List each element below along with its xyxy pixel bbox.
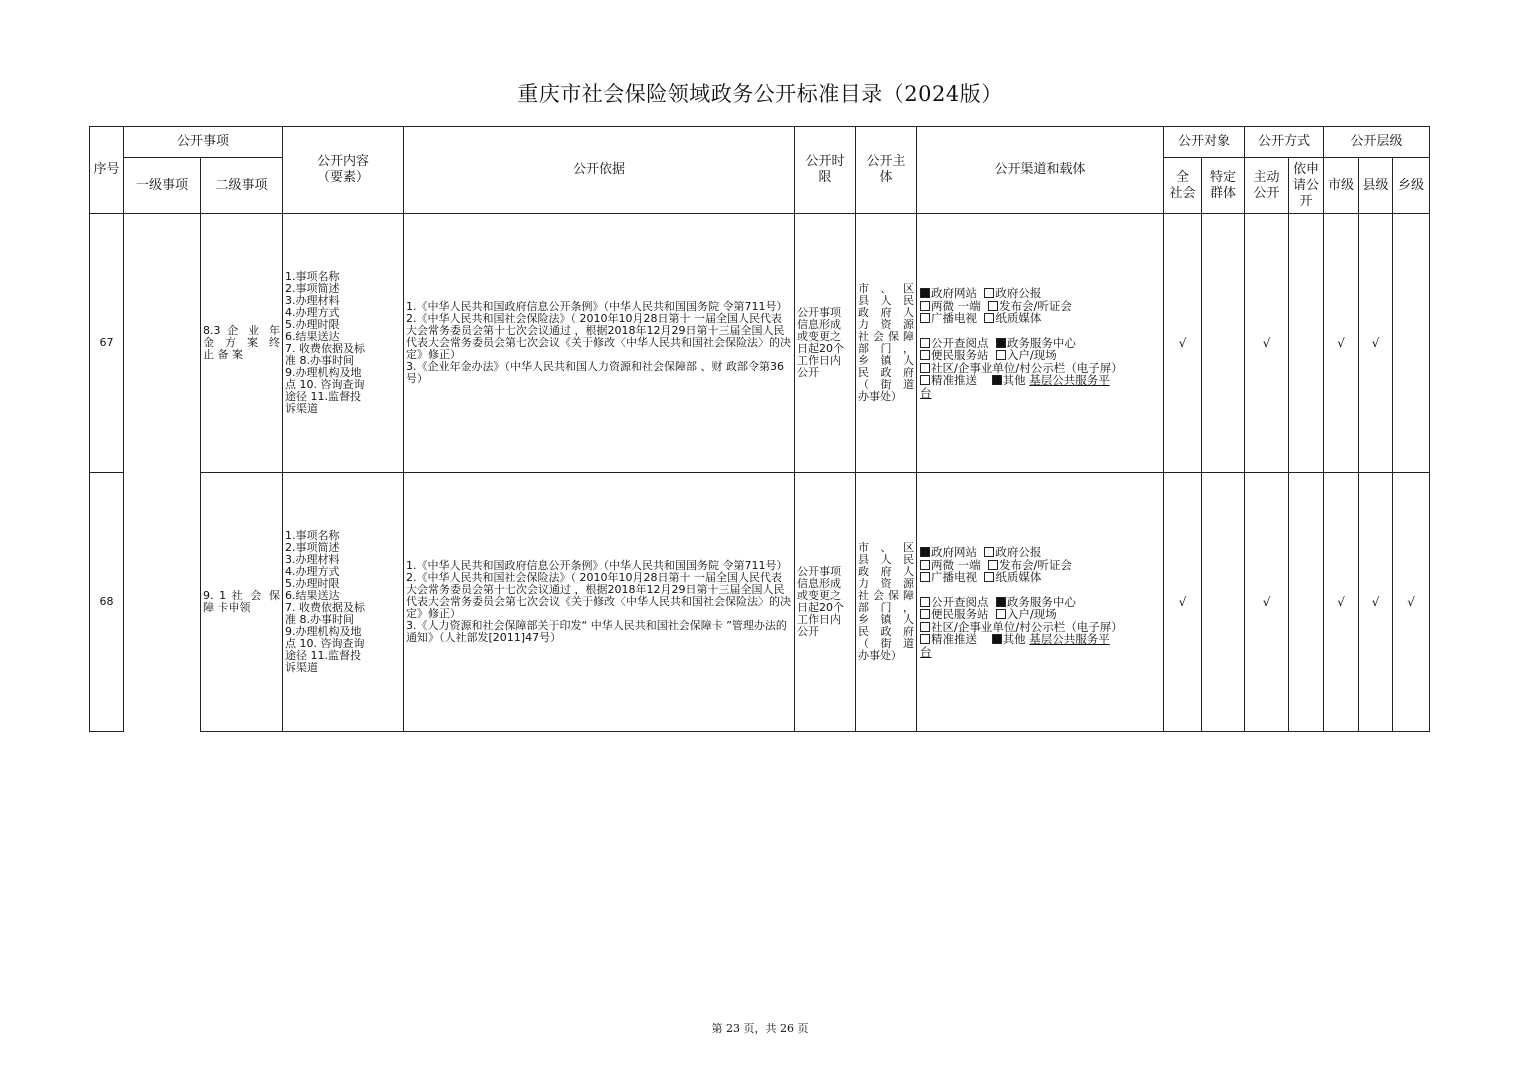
checkbox-checked-icon — [992, 634, 1002, 644]
content-item: 点 10. 咨询查询 — [285, 637, 365, 650]
basis-item: 3.《企业年金办法》（中华人民共和国人力资源和社会保障部 、财 政部令第36号） — [406, 360, 784, 385]
channel-label: 广播电视 — [931, 311, 978, 325]
content-item: 9.办理机构及地 — [285, 366, 362, 379]
method-request-mark — [1289, 473, 1324, 732]
time-text — [795, 307, 855, 379]
target-all-mark: √ — [1164, 214, 1202, 473]
channel-row — [920, 312, 1163, 325]
checkbox-checked-icon — [996, 338, 1006, 348]
checkbox-empty-icon — [984, 313, 994, 323]
level-city-mark: √ — [1324, 473, 1359, 732]
subject-text — [856, 283, 916, 403]
header-target-all — [1164, 158, 1202, 214]
content-item: 准 8.办事时间 — [285, 354, 355, 367]
content-list — [283, 271, 403, 415]
channel-label: 其他 — [1002, 632, 1026, 646]
header-level-city: 市级 — [1324, 158, 1359, 214]
target-specific-mark — [1202, 473, 1245, 732]
content-list — [283, 530, 403, 674]
header-target-all-line1: 全 — [1176, 169, 1190, 185]
channel-other-detail: 基层公共服务平 — [1029, 373, 1110, 387]
header-time-line1: 公开时 — [805, 154, 845, 169]
subject-cell — [856, 214, 917, 473]
subject-line: 市 、 区 — [858, 541, 915, 554]
subject-cell — [856, 473, 917, 732]
target-all-mark: √ — [1164, 473, 1202, 732]
time-line: 信息形成 — [797, 318, 842, 331]
header-method-request — [1289, 158, 1324, 214]
target-specific-mark — [1202, 214, 1245, 473]
subject-line: 力 资 源 — [858, 318, 915, 331]
catalog-table — [89, 126, 1430, 732]
content-item: 5.办理时限 — [285, 318, 340, 331]
time-text — [795, 566, 855, 638]
content-item: 4.办理方式 — [285, 565, 340, 578]
level2-text — [201, 590, 282, 614]
level2-cell — [201, 214, 283, 473]
content-cell — [283, 214, 404, 473]
level2-line: 障 卡申领 — [203, 601, 251, 614]
channel-list — [917, 546, 1163, 658]
subject-line: 县 人 民 — [858, 294, 915, 307]
basis-item: 3.《人力资源和社会保障部关于印发“ 中华人民共和国社会保障卡 ”管理办法的通知》（人社部发[2011]47号） — [406, 619, 787, 644]
channel-list — [917, 287, 1163, 399]
checkbox-empty-icon — [984, 547, 994, 557]
header-subject — [856, 127, 917, 214]
channel-label: 社区/企事业单位/村公示栏（电子屏） — [931, 360, 1123, 375]
time-line: 日起20个 — [797, 601, 845, 614]
content-item: 3.办理材料 — [285, 294, 340, 307]
checkbox-checked-icon — [996, 597, 1006, 607]
checkbox-empty-icon — [920, 350, 930, 360]
content-item: 4.办理方式 — [285, 306, 340, 319]
checkbox-checked-icon — [920, 547, 930, 557]
content-item: 点 10. 咨询查询 — [285, 378, 365, 391]
channel-label: 政务服务中心 — [1006, 594, 1076, 609]
channel-cell — [917, 214, 1164, 473]
channel-label: 发布会/听证会 — [998, 298, 1072, 313]
checkbox-empty-icon — [920, 572, 930, 582]
header-row-1 — [90, 127, 1430, 158]
level-town-mark: √ — [1393, 473, 1430, 732]
time-cell — [795, 214, 856, 473]
subject-line: 办事处） — [858, 390, 903, 403]
content-item: 1.事项名称 — [285, 270, 340, 283]
header-time — [795, 127, 856, 214]
header-channel: 公开渠道和载体 — [917, 127, 1164, 214]
checkbox-empty-icon — [988, 560, 998, 570]
checkbox-empty-icon — [996, 609, 1006, 619]
time-line: 信息形成 — [797, 577, 842, 590]
time-line: 公开事项 — [797, 306, 842, 319]
channel-label: 便民服务站 — [931, 348, 989, 362]
channel-label: 精准推送 — [931, 373, 978, 387]
time-line: 或变更之 — [797, 330, 842, 343]
checkbox-empty-icon — [988, 301, 998, 311]
channel-label: 公开查阅点 — [931, 594, 989, 609]
header-method-request-line1: 依申 — [1293, 161, 1320, 177]
time-line: 工作日内 — [797, 354, 842, 367]
header-method-active-line1: 主动 — [1253, 169, 1280, 185]
header-content — [283, 127, 404, 214]
content-item: 1.事项名称 — [285, 529, 340, 542]
channel-label: 社区/企事业单位/村公示栏（电子屏） — [931, 619, 1123, 634]
content-item: 途径 11.监督投 — [285, 390, 362, 403]
level2-line: 止 备 案 — [203, 348, 243, 361]
header-method-request-line3: 开 — [1299, 193, 1313, 209]
content-item: 9.办理机构及地 — [285, 625, 362, 638]
time-line: 公开 — [797, 625, 820, 638]
basis-item: 2.《中华人民共和国社会保险法》（ 2010年10月28日第十 一届全国人民代表大会常务委员会第十七次会议通过 ，根据2018年12月29日第十三届全国人民代表大会常务委员会第七次会议《关于修改〈中华人民共和国社会保险法〉的决定》修正） — [406, 312, 792, 361]
basis-item: 1.《中华人民共和国政府信息公开条例》（中华人民共和国国务院 令第711号） — [406, 300, 788, 313]
basis-list — [404, 301, 794, 385]
channel-label: 政府公报 — [995, 545, 1042, 559]
header-method-active-line2: 公开 — [1253, 185, 1280, 201]
channel-label: 两微 一端 — [931, 557, 981, 572]
channel-cell — [917, 473, 1164, 732]
subject-line: 政 府 人 — [858, 565, 915, 578]
content-item: 准 8.办事时间 — [285, 613, 355, 626]
header-target-specific-line1: 特定 — [1210, 169, 1237, 185]
header-level-county: 县级 — [1359, 158, 1393, 214]
channel-row — [920, 374, 1163, 387]
header-target-group: 公开对象 — [1164, 127, 1245, 158]
time-line: 公开事项 — [797, 565, 842, 578]
content-item: 诉渠道 — [285, 402, 319, 415]
level-city-mark: √ — [1324, 214, 1359, 473]
subject-line: 社会保障 — [858, 589, 915, 602]
channel-label: 发布会/听证会 — [998, 557, 1072, 572]
header-level2: 二级事项 — [201, 158, 283, 214]
subject-line: 力 资 源 — [858, 577, 915, 590]
subject-line: 乡 镇 人 — [858, 613, 915, 626]
content-item: 6.结果送达 — [285, 330, 340, 343]
time-line: 或变更之 — [797, 589, 842, 602]
header-subject-line2: 体 — [879, 170, 893, 185]
content-item: 7. 收费依据及标 — [285, 601, 366, 614]
level-county-mark: √ — [1359, 473, 1393, 732]
subject-line: 政 府 人 — [858, 306, 915, 319]
channel-label: 政府公报 — [995, 286, 1042, 300]
content-item: 7. 收费依据及标 — [285, 342, 366, 355]
checkbox-empty-icon — [920, 313, 930, 323]
basis-item: 1.《中华人民共和国政府信息公开条例》（中华人民共和国国务院 令第711号） — [406, 559, 788, 572]
channel-label: 公开查阅点 — [931, 335, 989, 350]
basis-item: 2.《中华人民共和国社会保险法》（ 2010年10月28日第十 一届全国人民代表大会常务委员会第十七次会议通过 ，根据2018年12月29日第十三届全国人民代表大会常务委员会第七次会议《关于修改〈中华人民共和国社会保险法〉的决定》修正） — [406, 571, 792, 620]
checkbox-empty-icon — [920, 609, 930, 619]
checkbox-empty-icon — [920, 634, 930, 644]
header-target-all-line2: 社会 — [1169, 185, 1196, 201]
header-level-group: 公开层级 — [1324, 127, 1430, 158]
channel-label: 精准推送 — [931, 632, 978, 646]
subject-line: 市 、 区 — [858, 282, 915, 295]
header-content-line1: 公开内容 — [317, 154, 370, 169]
table-row — [90, 214, 1430, 473]
content-cell — [283, 473, 404, 732]
header-method-request-line2: 请公 — [1293, 177, 1320, 193]
channel-row — [920, 571, 1163, 584]
checkbox-empty-icon — [920, 301, 930, 311]
level2-line: 9. 1 社 会 保 — [203, 589, 281, 602]
header-level1: 一级事项 — [124, 158, 201, 214]
checkbox-empty-icon — [920, 338, 930, 348]
table-row — [90, 473, 1430, 732]
header-method-active — [1245, 158, 1289, 214]
level-county-mark: √ — [1359, 214, 1393, 473]
channel-label: 入户/现场 — [1006, 607, 1057, 621]
channel-row — [920, 646, 1163, 659]
channel-label: 政府网站 — [931, 545, 978, 559]
subject-line: 民 政 府 — [858, 625, 915, 638]
level2-text — [201, 325, 282, 361]
basis-list — [404, 560, 794, 644]
header-basis: 公开依据 — [404, 127, 795, 214]
checkbox-empty-icon — [996, 350, 1006, 360]
content-item: 6.结果送达 — [285, 589, 340, 602]
header-method-group: 公开方式 — [1245, 127, 1324, 158]
channel-label: 入户/现场 — [1006, 348, 1057, 362]
method-request-mark — [1289, 214, 1324, 473]
content-item: 诉渠道 — [285, 661, 319, 674]
subject-line: 部 门 ， — [858, 601, 915, 614]
header-target-specific-line2: 群体 — [1210, 185, 1237, 201]
header-time-line2: 限 — [818, 170, 832, 185]
channel-label: 两微 一端 — [931, 298, 981, 313]
checkbox-empty-icon — [920, 622, 930, 632]
content-item: 5.办理时限 — [285, 577, 340, 590]
channel-label: 纸质媒体 — [995, 311, 1042, 325]
channel-other-detail-cont: 台 — [920, 644, 932, 659]
header-level-town: 乡级 — [1393, 158, 1430, 214]
header-seq: 序号 — [90, 127, 124, 214]
time-line: 公开 — [797, 366, 820, 379]
checkbox-empty-icon — [920, 597, 930, 607]
checkbox-checked-icon — [920, 288, 930, 298]
subject-line: 社会保障 — [858, 330, 915, 343]
header-content-line2: （要素） — [317, 170, 370, 185]
subject-line: （ 街 道 — [858, 637, 915, 650]
channel-row — [920, 387, 1163, 400]
method-active-mark: √ — [1245, 473, 1289, 732]
subject-line: 部 门 ， — [858, 342, 915, 355]
channel-other-detail: 基层公共服务平 — [1029, 632, 1110, 646]
content-item: 2.事项简述 — [285, 282, 340, 295]
level2-cell — [201, 473, 283, 732]
subject-text — [856, 542, 916, 662]
subject-line: 民 政 府 — [858, 366, 915, 379]
channel-other-detail-cont: 台 — [920, 385, 932, 400]
level1-cell — [124, 214, 201, 473]
content-item: 3.办理材料 — [285, 553, 340, 566]
content-item: 2.事项简述 — [285, 541, 340, 554]
checkbox-empty-icon — [984, 572, 994, 582]
subject-line: （ 街 道 — [858, 378, 915, 391]
channel-label: 政务服务中心 — [1006, 335, 1076, 350]
checkbox-empty-icon — [920, 363, 930, 373]
content-item: 途径 11.监督投 — [285, 649, 362, 662]
checkbox-empty-icon — [920, 375, 930, 385]
subject-line: 乡 镇 人 — [858, 354, 915, 367]
channel-row — [920, 633, 1163, 646]
header-target-specific — [1202, 158, 1245, 214]
channel-label: 纸质媒体 — [995, 570, 1042, 584]
seq-cell: 68 — [90, 473, 124, 732]
time-cell — [795, 473, 856, 732]
header-matter-group: 公开事项 — [124, 127, 283, 158]
time-line: 工作日内 — [797, 613, 842, 626]
checkbox-checked-icon — [992, 375, 1002, 385]
level-town-mark — [1393, 214, 1430, 473]
basis-cell — [404, 214, 795, 473]
time-line: 日起20个 — [797, 342, 845, 355]
channel-label: 便民服务站 — [931, 607, 989, 621]
subject-line: 办事处） — [858, 649, 903, 662]
checkbox-empty-icon — [984, 288, 994, 298]
level2-line: 金 方 案 终 — [203, 336, 281, 349]
page-title: 重庆市社会保险领域政务公开标准目录（2024版） — [517, 82, 1003, 106]
page-footer: 第 23 页，共 26 页 — [711, 1022, 809, 1035]
seq-cell: 67 — [90, 214, 124, 473]
checkbox-empty-icon — [920, 560, 930, 570]
basis-cell — [404, 473, 795, 732]
channel-label: 政府网站 — [931, 286, 978, 300]
subject-line: 县 人 民 — [858, 553, 915, 566]
channel-label: 广播电视 — [931, 570, 978, 584]
level1-cell — [124, 473, 201, 732]
method-active-mark: √ — [1245, 214, 1289, 473]
level2-line: 8.3 企 业 年 — [203, 324, 281, 337]
channel-label: 其他 — [1002, 373, 1026, 387]
header-subject-line1: 公开主 — [866, 154, 906, 169]
